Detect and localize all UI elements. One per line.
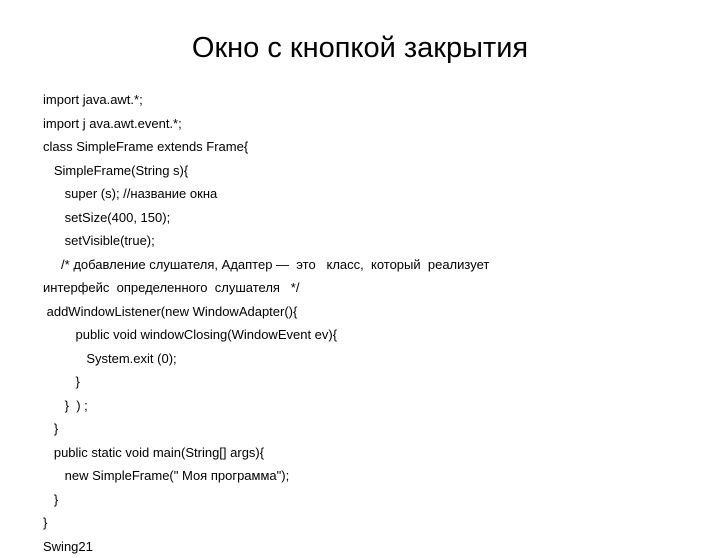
code-line: } <box>43 511 693 535</box>
code-line: } <box>43 488 693 512</box>
slide-title: Окно с кнопкой закрытия <box>0 28 720 68</box>
code-line: super (s); //название окна <box>43 182 693 206</box>
code-line: import java.awt.*; <box>43 88 693 112</box>
code-line: } ) ; <box>43 394 693 418</box>
code-line: System.exit (0); <box>43 347 693 371</box>
footer-label: Swing21 <box>43 535 693 558</box>
code-line: setVisible(true); <box>43 229 693 253</box>
code-line: class SimpleFrame extends Frame{ <box>43 135 693 159</box>
code-listing <box>43 88 693 558</box>
code-line: } <box>43 417 693 441</box>
code-line: public void windowClosing(WindowEvent ev){ <box>43 323 693 347</box>
code-line: интерфейс определенного слушателя */ <box>43 276 693 300</box>
code-line: setSize(400, 150); <box>43 206 693 230</box>
code-line: addWindowListener(new WindowAdapter(){ <box>43 300 693 324</box>
code-line: } <box>43 370 693 394</box>
code-line: import j ava.awt.event.*; <box>43 112 693 136</box>
code-line: SimpleFrame(String s){ <box>43 159 693 183</box>
code-line: /* добавление слушателя, Адаптер — это класс, который реализует <box>43 253 693 277</box>
code-line: new SimpleFrame(" Моя программа"); <box>43 464 693 488</box>
code-line: public static void main(String[] args){ <box>43 441 693 465</box>
